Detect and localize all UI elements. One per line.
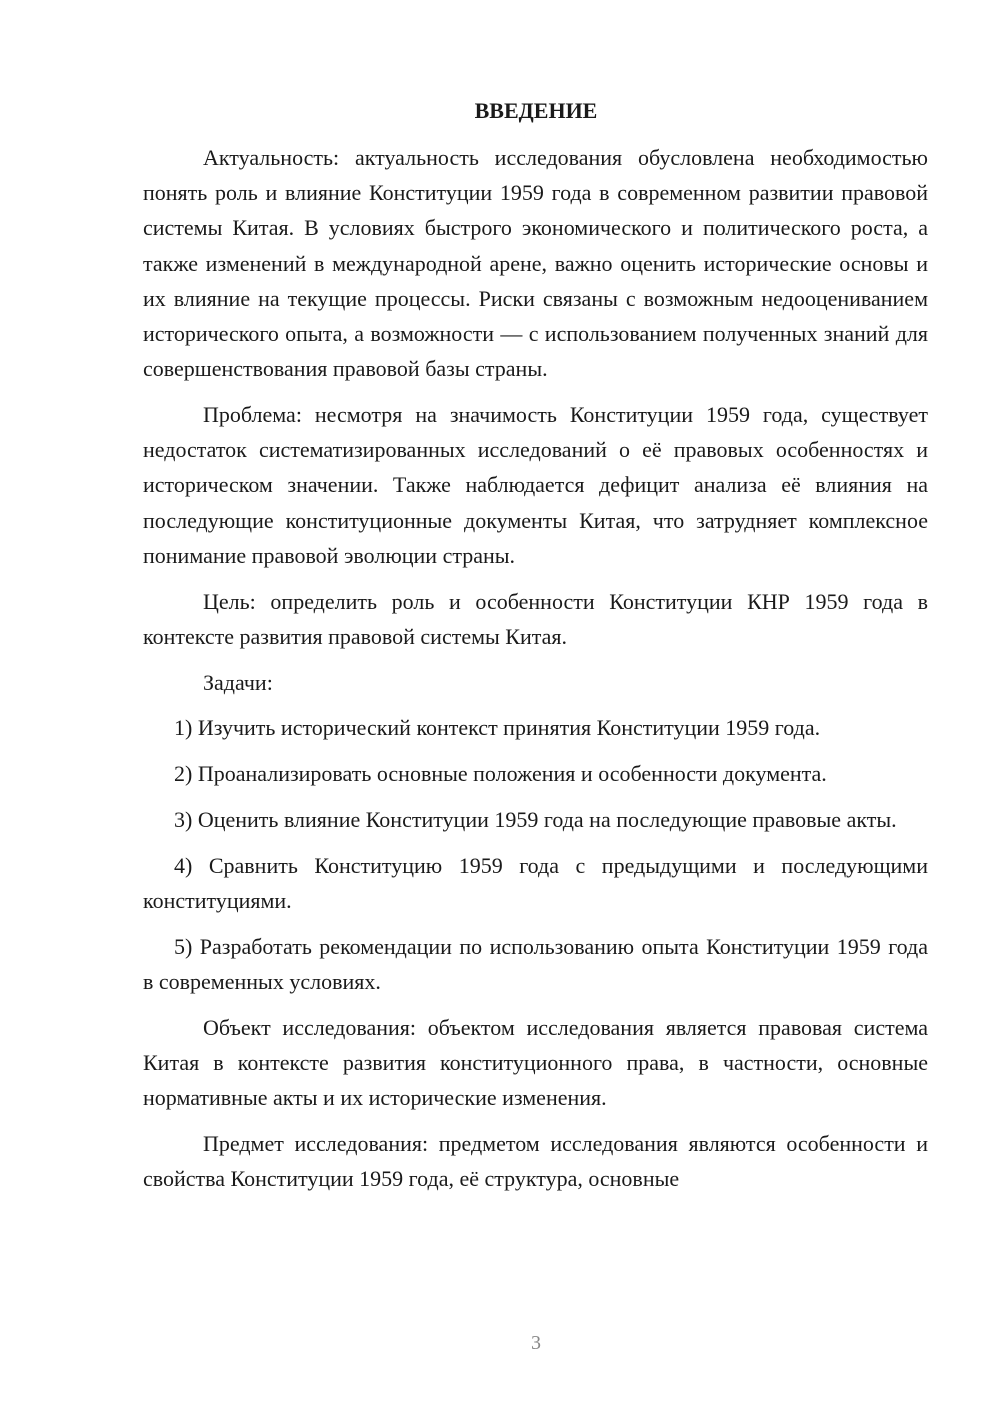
- section-heading: ВВЕДЕНИЕ: [474, 98, 598, 123]
- paragraph-goal: Цель: определить роль и особенности Конституции КНР 1959 года в контексте развития правовой системы Китая.: [143, 588, 928, 649]
- paragraph-subject: Предмет исследования: предметом исследования являются особенности и свойства Конституции 1959 года, её структура, основные: [143, 1131, 928, 1192]
- task-item-4: 4) Сравнить Конституцию 1959 года с предыдущими и последующими конституциями.: [143, 852, 928, 914]
- paragraph-problem: Проблема: несмотря на значимость Конституции 1959 года, существует недостаток систематизированных исследований о её правовых особенностях и историческом значении. Также наблюдается дефицит анализа её влияния на последующие конституционные документы Китая, что затрудняет комплексное понимание правовой эволюции страны.: [143, 402, 928, 568]
- tasks-label: Задачи:: [203, 669, 273, 695]
- paragraph-object: Объект исследования: объектом исследования является правовая система Китая в контексте развития конституционного права, в частности, основные нормативные акты и их исторические изменения.: [143, 1014, 928, 1111]
- task-item-3: 3) Оценить влияние Конституции 1959 года на последующие правовые акты.: [174, 807, 897, 833]
- page-number: 3: [531, 1332, 541, 1354]
- task-item-2: 2) Проанализировать основные положения и особенности документа.: [174, 761, 827, 787]
- task-item-5: 5) Разработать рекомендации по использованию опыта Конституции 1959 года в современных условиях.: [143, 933, 928, 995]
- task-item-1: 1) Изучить исторический контекст принятия Конституции 1959 года.: [174, 715, 821, 741]
- paragraph-relevance: Актуальность: актуальность исследования обусловлена необходимостью понять роль и влияние Конституции 1959 года в современном развитии правовой системы Китая. В условиях быстрого экономического и политического роста, а также изменений в международной арене, важно оценить исторические основы и их влияние на текущие процессы. Риски связаны с возможным недооцениванием исторического опыта, а возможности — с использованием полученных знаний для совершенствования правовой базы страны.: [143, 145, 928, 382]
- body-text: [143, 140, 928, 1207]
